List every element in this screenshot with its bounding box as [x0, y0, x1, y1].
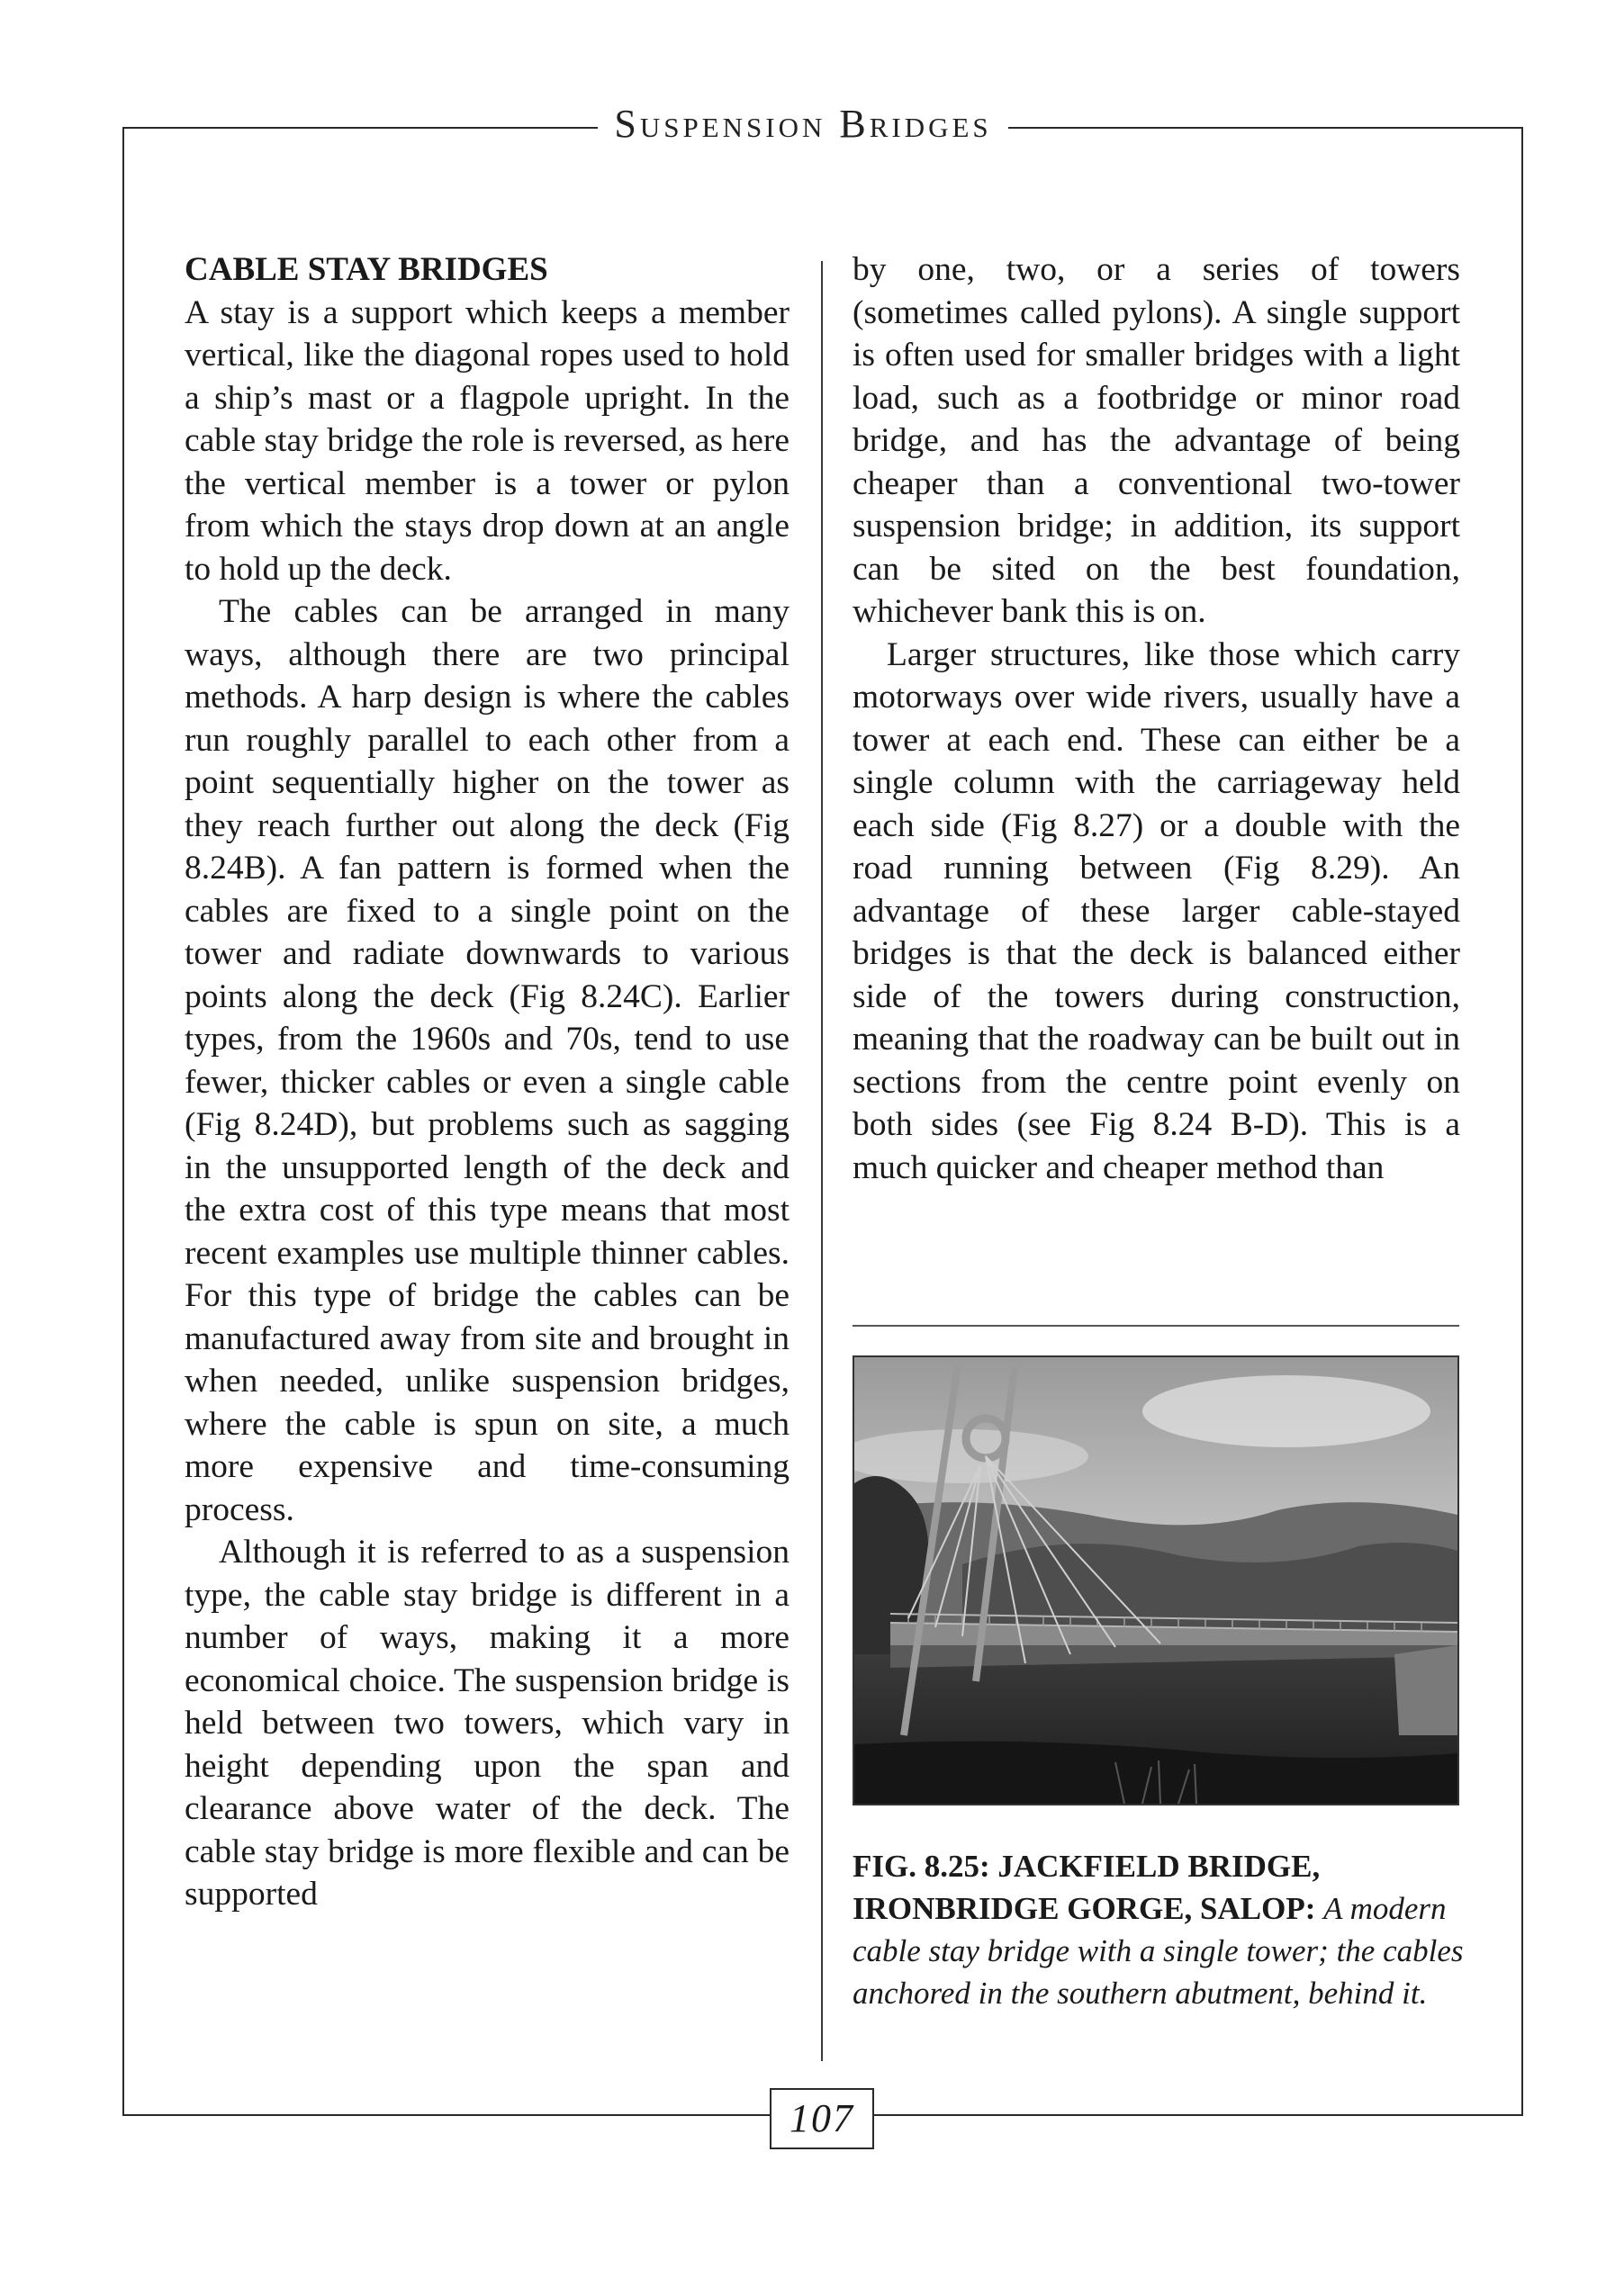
figure-caption	[853, 1845, 1465, 2014]
caption-title: FIG. 8.25: JACKFIELD BRIDGE, IRONBRIDGE GORGE, SALOP:	[853, 1849, 1321, 1926]
running-title: Suspension Bridges	[598, 101, 1007, 147]
caption-text: A modern cable stay bridge with a single tower; the cables anchored in the southern abutment, behind it.	[853, 1891, 1464, 2011]
paragraph: Although it is referred to as a suspension type, the cable stay bridge is different in a number of ways, making it a more economical choice. The suspension bridge is held between two towers, which vary in height depending upon the span and clearance above water of the deck. The cable stay bridge is more flexible and can be supported	[185, 1534, 789, 1913]
section-heading: CABLE STAY BRIDGES	[185, 251, 548, 288]
paragraph: Larger structures, like those which carry motorways over wide rivers, usually have a tower at each end. These can either be a single column with the carriageway held each side (Fig 8.27) or a double with the road running between (Fig 8.29). An advantage of these larger cable-stayed bridges is that the deck is balanced either side of the towers during construction, meaning that the roadway can be built out in sections from the centre point evenly on both sides (see Fig 8.24 B-D). This is a much quicker and cheaper method than	[853, 635, 1460, 1186]
paragraph: by one, two, or a series of towers (sometimes called pylons). A single support is often used for smaller bridges with a light load, such as a footbridge or minor road bridge, and has the advantage of being cheaper than a conventional two-tower suspension bridge; in addition, its support can be sited on the best foundation, whichever bank this is on.	[853, 251, 1460, 630]
paragraph: A stay is a support which keeps a member vertical, like the diagonal ropes used to hold a ship’s mast or a flagpole upright. In the cable stay bridge the role is reversed, as here the vertical member is a tower or pylon from which the stays drop down at an angle to hold up the deck.	[185, 293, 789, 588]
page-number: 107	[770, 2088, 874, 2149]
left-column	[185, 248, 789, 1916]
column-divider	[821, 261, 823, 2061]
running-header	[0, 101, 1606, 147]
bridge-photo	[853, 1355, 1459, 1805]
paragraph: The cables can be arranged in many ways, although there are two principal methods. A harp design is where the cables run roughly parallel to each other from a point sequentially higher on the tower as they reach further out along the deck (Fig 8.24B). A fan pattern is formed when the cables are fixed to a single point on the tower and radiate downwards to various points along the deck (Fig 8.24C). Earlier types, from the 1960s and 70s, tend to use fewer, thicker cables or even a single cable (Fig 8.24D), but problems such as sagging in the unsupported length of the deck and the extra cost of this type means that most recent examples use multiple thinner cables. For this type of bridge the cables can be manufactured away from site and brought in when needed, unlike suspension bridges, where the cable is spun on site, a much more expensive and time-consuming process.	[185, 593, 789, 1528]
right-column	[853, 248, 1460, 1189]
figure-rule	[853, 1325, 1459, 1327]
